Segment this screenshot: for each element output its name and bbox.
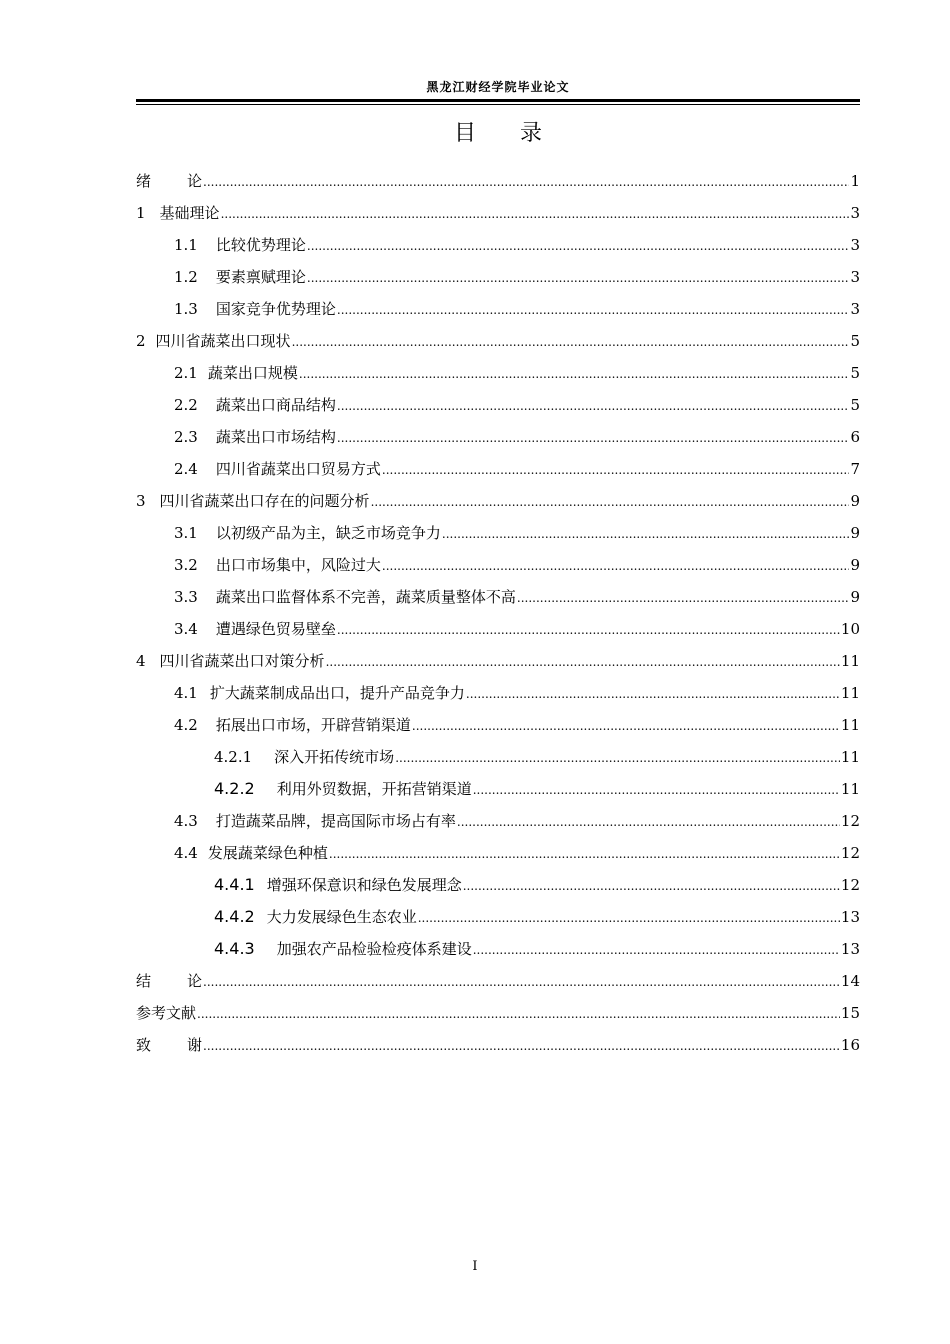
- toc-entry-number: 4.4.3: [214, 939, 255, 958]
- toc-entry-page: 15: [840, 1004, 860, 1022]
- toc-entry[interactable]: [136, 714, 860, 744]
- toc-entry-label: 扩大蔬菜制成品出口，提升产品竞争力: [209, 684, 465, 702]
- toc-entry-title: [214, 746, 394, 767]
- toc-dot-leader: [299, 364, 850, 382]
- toc-entry-page: 3: [850, 204, 860, 222]
- toc-dot-leader: [371, 492, 850, 510]
- toc-entry-title: [174, 810, 456, 831]
- toc-entry[interactable]: [136, 1034, 860, 1064]
- toc-dot-leader: [418, 908, 840, 926]
- toc-entry-number: 3.2: [174, 556, 198, 574]
- toc-dot-leader: [473, 780, 840, 798]
- toc-dot-leader: [457, 812, 840, 830]
- toc-entry-title: [174, 554, 381, 575]
- toc-dot-leader: [442, 524, 850, 542]
- toc-entry-number: 2.4: [174, 460, 198, 478]
- toc-entry-page: 11: [840, 748, 860, 766]
- toc-entry-page: 16: [840, 1036, 860, 1054]
- toc-entry[interactable]: [136, 298, 860, 328]
- toc-entry-number: 致: [136, 1036, 152, 1054]
- toc-dot-leader: [307, 236, 850, 254]
- toc-entry-page: 12: [840, 876, 860, 894]
- toc-dot-leader: [463, 876, 840, 894]
- toc-dot-leader: [517, 588, 850, 606]
- toc-entry-title: [174, 458, 381, 479]
- toc-entry-page: 5: [850, 332, 860, 350]
- toc-entry-title: [174, 362, 298, 383]
- toc-entry-title: [136, 650, 325, 671]
- toc-dot-leader: [326, 652, 840, 670]
- toc-entry-label: 四川省蔬菜出口现状: [155, 332, 291, 350]
- toc-entry-label: 参考文献: [136, 1004, 197, 1022]
- toc-entry-title: [214, 906, 417, 927]
- toc-entry-number: 2.3: [174, 428, 198, 446]
- toc-entry[interactable]: [136, 170, 860, 200]
- toc-entry-title: [136, 330, 291, 351]
- toc-title: [136, 116, 860, 147]
- toc-entry[interactable]: [136, 842, 860, 872]
- toc-entry[interactable]: [136, 970, 860, 1000]
- toc-entry-title: [174, 298, 336, 319]
- toc-title-right: 录: [520, 121, 543, 146]
- toc-entry-number: 2.1: [174, 364, 198, 382]
- toc-entry-label: 打造蔬菜品牌，提高国际市场占有率: [215, 812, 456, 830]
- toc-entry-label: 四川省蔬菜出口对策分析: [159, 652, 325, 670]
- toc-entry-title: [174, 714, 411, 735]
- toc-entry[interactable]: [136, 874, 860, 904]
- toc-entry-page: 14: [840, 972, 860, 990]
- toc-entry-page: 11: [840, 780, 860, 798]
- toc-dot-leader: [382, 556, 850, 574]
- toc-entry-page: 9: [850, 492, 860, 510]
- toc-entry-title: [136, 970, 202, 991]
- toc-entry[interactable]: [136, 650, 860, 680]
- toc-entry-number: 4.3: [174, 812, 198, 830]
- toc-dot-leader: [329, 844, 840, 862]
- toc-entry-page: 5: [850, 396, 860, 414]
- toc-entry-label: 利用外贸数据，开拓营销渠道: [276, 780, 472, 798]
- toc-entry[interactable]: [136, 266, 860, 296]
- toc-entry-label: 以初级产品为主，缺乏市场竞争力: [215, 524, 441, 542]
- toc-entry[interactable]: [136, 1002, 860, 1032]
- toc-dot-leader: [337, 396, 850, 414]
- toc-entry-label: 蔬菜出口规模: [207, 364, 298, 382]
- toc-entry[interactable]: [136, 938, 860, 968]
- toc-entry[interactable]: [136, 362, 860, 392]
- page-number: I: [472, 1259, 478, 1274]
- toc-entry-page: 3: [850, 300, 860, 318]
- toc-entry-page: 12: [840, 812, 860, 830]
- toc-entry-page: 1: [850, 172, 860, 190]
- toc-entry[interactable]: [136, 906, 860, 936]
- toc-entry-label: 基础理论: [159, 204, 220, 222]
- toc-entry-number: 4.2.1: [214, 748, 253, 766]
- toc-entry-label: 加强农产品检验检疫体系建设: [276, 940, 472, 958]
- toc-entry-label: 遭遇绿色贸易壁垒: [215, 620, 336, 638]
- toc-entry-page: 9: [850, 588, 860, 606]
- toc-entry-label: 蔬菜出口监督体系不完善，蔬菜质量整体不高: [215, 588, 516, 606]
- running-header: 黑龙江财经学院毕业论文: [426, 80, 570, 94]
- toc-entry-page: 7: [850, 460, 860, 478]
- header-rule-thin: [136, 104, 860, 105]
- toc-entry-label: 出口市场集中，风险过大: [215, 556, 381, 574]
- toc-dot-leader: [203, 172, 849, 190]
- toc-dot-leader: [412, 716, 840, 734]
- toc-entry-title: [136, 1034, 202, 1055]
- toc-entry-number: 结: [136, 972, 152, 990]
- toc-entry-number: 4.2: [174, 716, 198, 734]
- toc-entry-number: 4: [136, 652, 146, 670]
- toc-entry-number: 4.1: [174, 684, 198, 702]
- toc-entry[interactable]: [136, 426, 860, 456]
- toc-entry-title: [174, 842, 328, 863]
- toc-entry-number: 4.4.1: [214, 875, 255, 894]
- toc-entry-title: [136, 170, 202, 191]
- toc-entry-page: 12: [840, 844, 860, 862]
- toc-dot-leader: [337, 620, 840, 638]
- toc-entry-label: 大力发展绿色生态农业: [266, 908, 417, 926]
- toc-entry-label: 四川省蔬菜出口贸易方式: [215, 460, 381, 478]
- toc-title-left: 目: [453, 121, 476, 146]
- toc-entry[interactable]: [136, 554, 860, 584]
- toc-entry-label: 蔬菜出口市场结构: [215, 428, 336, 446]
- toc-entry-title: [214, 778, 472, 799]
- toc-entry-label: 拓展出口市场，开辟营销渠道: [215, 716, 411, 734]
- toc-entry-number: 2.2: [174, 396, 198, 414]
- toc-entry[interactable]: [136, 810, 860, 840]
- toc-entry[interactable]: [136, 202, 860, 232]
- toc-entry-page: 9: [850, 524, 860, 542]
- toc-entry-title: [214, 874, 462, 895]
- toc-dot-leader: [292, 332, 850, 350]
- toc-entry[interactable]: [136, 490, 860, 520]
- toc-entry-number: 2: [136, 332, 146, 350]
- toc-entry-title: [174, 266, 306, 287]
- toc-entry-page: 3: [850, 236, 860, 254]
- toc-entry-number: 3.4: [174, 620, 198, 638]
- toc-entry[interactable]: [136, 682, 860, 712]
- toc-entry-number: 4.4.2: [214, 907, 255, 926]
- toc-dot-leader: [203, 972, 840, 990]
- toc-entry-title: [174, 394, 336, 415]
- toc-dot-leader: [473, 940, 840, 958]
- toc-entry-page: 5: [850, 364, 860, 382]
- toc-entry-title: [136, 202, 220, 223]
- toc-entry-title: [174, 586, 516, 607]
- toc-entry-number: 3.1: [174, 524, 198, 542]
- toc-entry-label: 深入开拓传统市场: [274, 748, 395, 766]
- toc-entry[interactable]: [136, 586, 860, 616]
- toc-entry-page: 11: [840, 652, 860, 670]
- toc-dot-leader: [337, 300, 850, 318]
- header-rule-thick: [136, 99, 860, 102]
- toc-entry-title: [136, 1002, 196, 1023]
- toc-entry-page: 6: [850, 428, 860, 446]
- toc-dot-leader: [203, 1036, 840, 1054]
- toc-entry-label: 增强环保意识和绿色发展理念: [266, 876, 462, 894]
- toc-entry-title: [214, 938, 472, 959]
- toc-entry-label: 要素禀赋理论: [215, 268, 306, 286]
- toc-entry-label: 国家竞争优势理论: [215, 300, 336, 318]
- toc-entry-number: 4.4: [174, 844, 198, 862]
- toc-dot-leader: [395, 748, 840, 766]
- toc-entry[interactable]: [136, 522, 860, 552]
- toc-entry-title: [174, 522, 441, 543]
- toc-entry-label: 谢: [187, 1036, 203, 1054]
- toc-dot-leader: [382, 460, 850, 478]
- toc-entry[interactable]: [136, 330, 860, 360]
- toc-entry-label: 四川省蔬菜出口存在的问题分析: [159, 492, 370, 510]
- toc-entry-title: [136, 490, 370, 511]
- toc-entry-number: 1.1: [174, 236, 198, 254]
- toc-dot-leader: [221, 204, 850, 222]
- toc-entry-label: 论: [187, 172, 203, 190]
- toc-dot-leader: [307, 268, 850, 286]
- toc-entry-label: 蔬菜出口商品结构: [215, 396, 336, 414]
- toc-dot-leader: [197, 1004, 840, 1022]
- toc-entry-title: [174, 234, 306, 255]
- toc-entry-page: 3: [850, 268, 860, 286]
- toc-entry-page: 11: [840, 716, 860, 734]
- toc-entry-page: 10: [840, 620, 860, 638]
- toc-entry-title: [174, 426, 336, 447]
- toc-entry-label: 发展蔬菜绿色种植: [207, 844, 328, 862]
- toc-entry-number: 绪: [136, 172, 152, 190]
- toc-entry-page: 13: [840, 908, 860, 926]
- toc-entry-number: 4.2.2: [214, 779, 255, 798]
- toc-entry-title: [174, 682, 465, 703]
- toc-entry[interactable]: [136, 746, 860, 776]
- toc-entry-number: 1.2: [174, 268, 198, 286]
- toc-entry[interactable]: [136, 778, 860, 808]
- toc-entry[interactable]: [136, 394, 860, 424]
- toc-dot-leader: [466, 684, 840, 702]
- toc-entry[interactable]: [136, 618, 860, 648]
- toc-dot-leader: [337, 428, 850, 446]
- toc-entry-label: 比较优势理论: [215, 236, 306, 254]
- toc-entry-title: [174, 618, 336, 639]
- toc-entry-page: 9: [850, 556, 860, 574]
- toc-entry-number: 3: [136, 492, 146, 510]
- toc-entry-page: 11: [840, 684, 860, 702]
- toc-entry[interactable]: [136, 458, 860, 488]
- toc-entry-label: 论: [187, 972, 203, 990]
- toc-entry-page: 13: [840, 940, 860, 958]
- toc-entry-number: 1.3: [174, 300, 198, 318]
- toc-entry[interactable]: [136, 234, 860, 264]
- toc-entry-number: 3.3: [174, 588, 198, 606]
- toc-entry-number: 1: [136, 204, 146, 222]
